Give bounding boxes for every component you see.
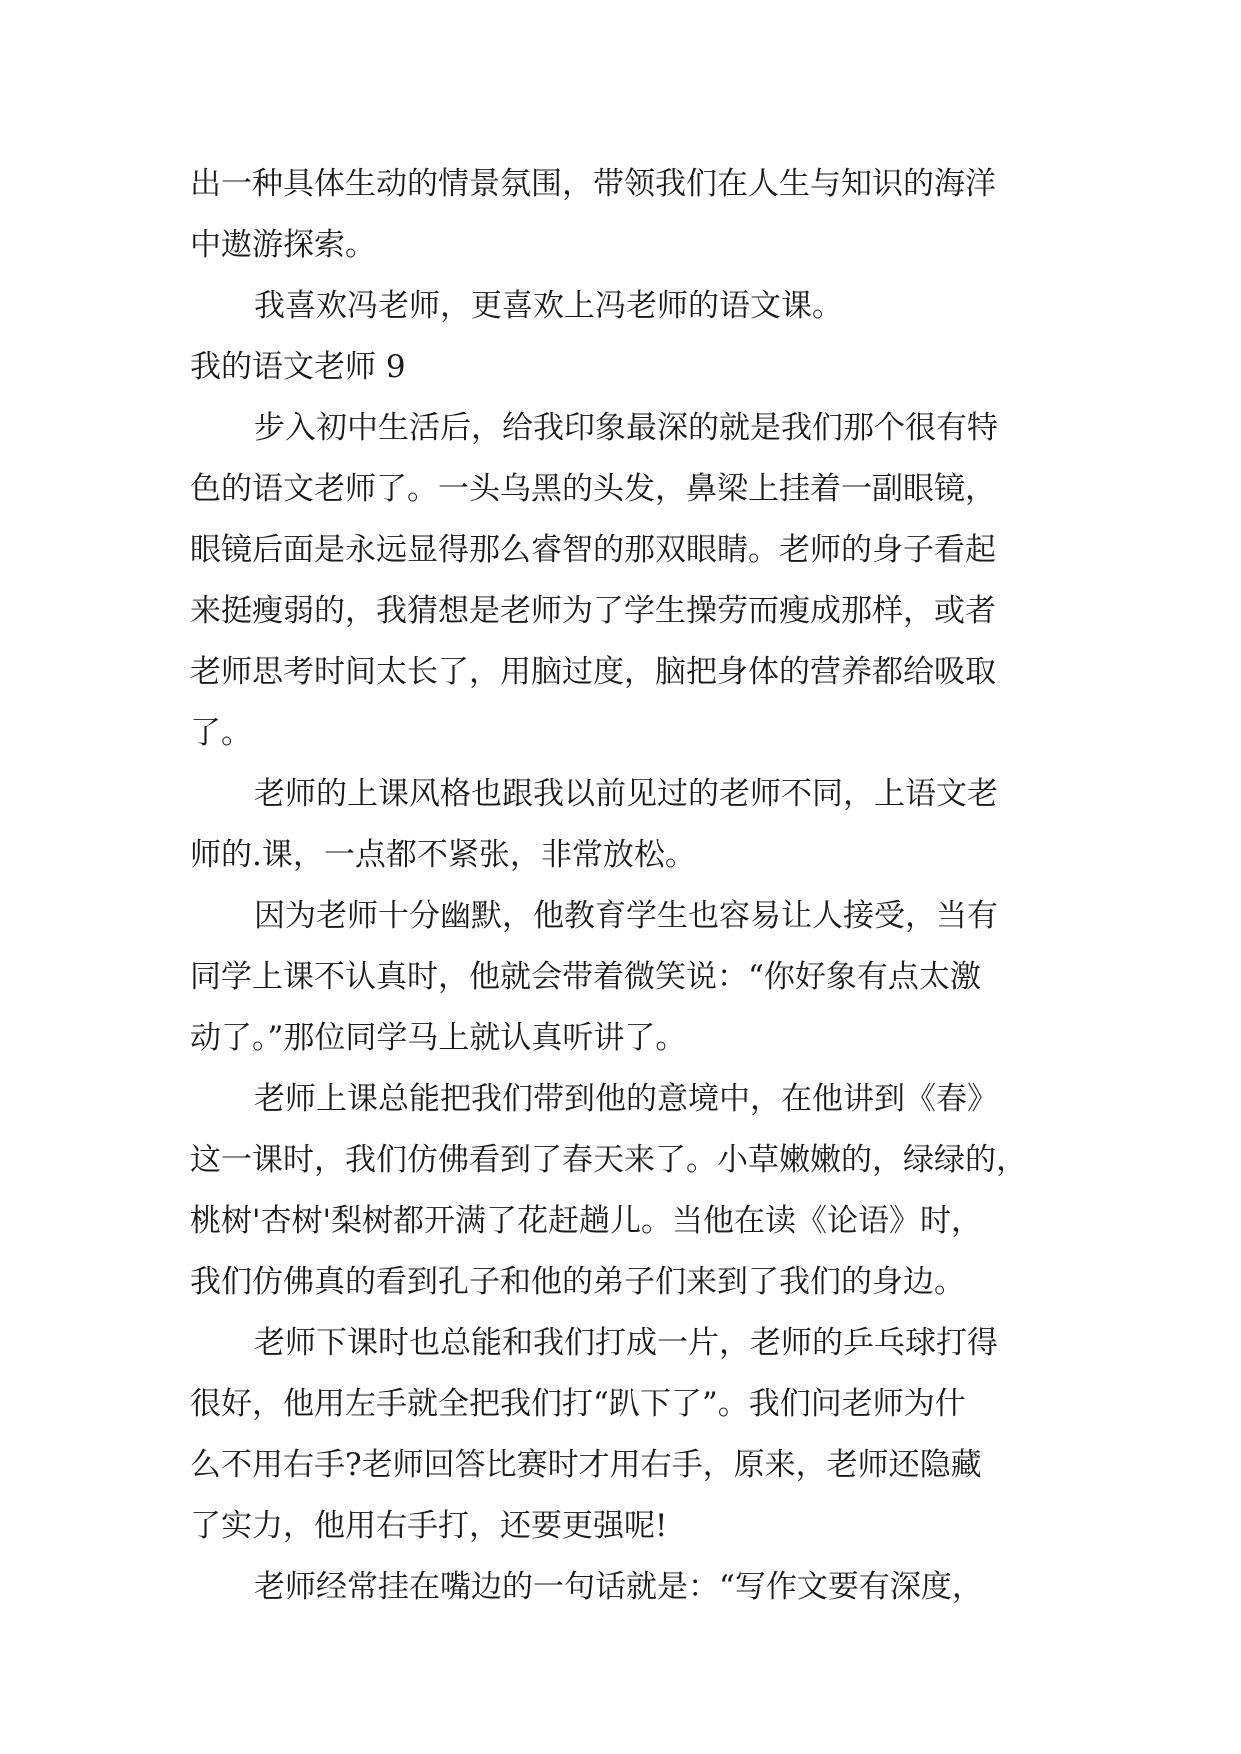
text-line: 这一课时，我们仿佛看到了春天来了。小草嫩嫩的，绿绿的， bbox=[190, 1142, 1027, 1178]
text-line: 同学上课不认真时，他就会带着微笑说：“你好象有点太激 bbox=[190, 959, 981, 995]
paragraph-first-line: 老师经常挂在嘴边的一句话就是：“写作文要有深度， bbox=[254, 1569, 983, 1605]
text-line: 中遨游探索。 bbox=[190, 227, 376, 263]
text-line: 出一种具体生动的情景氛围，带领我们在人生与知识的海洋 bbox=[190, 166, 996, 202]
paragraph-first-line: 老师下课时也总能和我们打成一片，老师的乒乓球打得 bbox=[254, 1325, 998, 1361]
document-body bbox=[190, 154, 1050, 1618]
text-line: 了实力，他用右手打，还要更强呢! bbox=[190, 1508, 668, 1544]
paragraph-first-line: 老师的上课风格也跟我以前见过的老师不同，上语文老 bbox=[254, 776, 998, 812]
paragraph-first-line: 步入初中生活后，给我印象最深的就是我们那个很有特 bbox=[254, 410, 998, 446]
text-line: 我们仿佛真的看到孔子和他的弟子们来到了我们的身边。 bbox=[190, 1264, 965, 1300]
paragraph-first-line: 我喜欢冯老师，更喜欢上冯老师的语文课。 bbox=[254, 288, 843, 324]
text-line: 眼镜后面是永远显得那么睿智的那双眼睛。老师的身子看起 bbox=[190, 532, 996, 568]
paragraph-first-line: 老师上课总能把我们带到他的意境中，在他讲到《春》 bbox=[254, 1081, 998, 1117]
section-heading: 我的语文老师 9 bbox=[190, 349, 406, 385]
text-line: 桃树'杏树'梨树都开满了花赶趟儿。当他在读《论语》时， bbox=[190, 1203, 983, 1239]
text-line: 色的语文老师了。一头乌黑的头发，鼻梁上挂着一副眼镜， bbox=[190, 471, 996, 507]
text-line: 很好，他用左手就全把我们打“趴下了”。我们问老师为什 bbox=[190, 1386, 966, 1422]
text-line: 老师思考时间太长了，用脑过度，脑把身体的营养都给吸取 bbox=[190, 654, 996, 690]
text-line: 动了。”那位同学马上就认真听讲了。 bbox=[190, 1020, 687, 1056]
paragraph-first-line: 因为老师十分幽默，他教育学生也容易让人接受，当有 bbox=[254, 898, 998, 934]
text-line: 么不用右手?老师回答比赛时才用右手，原来，老师还隐藏 bbox=[190, 1447, 982, 1483]
text-line: 师的.课，一点都不紧张，非常放松。 bbox=[190, 837, 696, 873]
text-line: 了。 bbox=[190, 715, 252, 751]
text-line: 来挺瘦弱的，我猜想是老师为了学生操劳而瘦成那样，或者 bbox=[190, 593, 996, 629]
